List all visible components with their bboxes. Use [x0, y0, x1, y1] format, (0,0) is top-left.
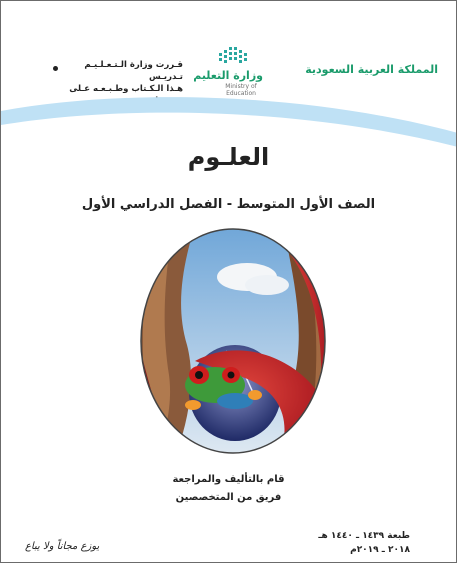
cover-illustration [135, 225, 331, 457]
credits-line-1: قام بالتأليف والمراجعة [172, 474, 285, 485]
free-distribution-note: يوزع مجاناً ولا يباع [25, 541, 100, 552]
credits [1, 471, 456, 507]
edition-info [280, 529, 410, 557]
ministry-name-ar: وزارة التعليم [193, 69, 263, 82]
credits-line-2: فريق من المتخصصين [175, 492, 282, 503]
kingdom-name: المملكة العربية السعودية [305, 63, 438, 76]
edition-gregorian: ٢٠١٨ ـ ٢٠١٩م [350, 545, 410, 555]
decree-line-1: قـررت وزارة الـتـعـلـيـم تـدريـس [84, 60, 183, 82]
decree-line-2: هـذا الـكـتاب وطـبـعـه عـلى [69, 84, 183, 94]
book-subtitle: الصف الأول المتوسط - الفصل الدراسي الأول [81, 197, 376, 212]
bullet-icon [53, 66, 58, 71]
ministry-name-en: Ministry of Education [225, 83, 257, 97]
book-title: العلـوم [187, 143, 270, 171]
edition-hijri: طبعة ١٤٣٩ ـ ١٤٤٠ هـ [318, 531, 410, 541]
